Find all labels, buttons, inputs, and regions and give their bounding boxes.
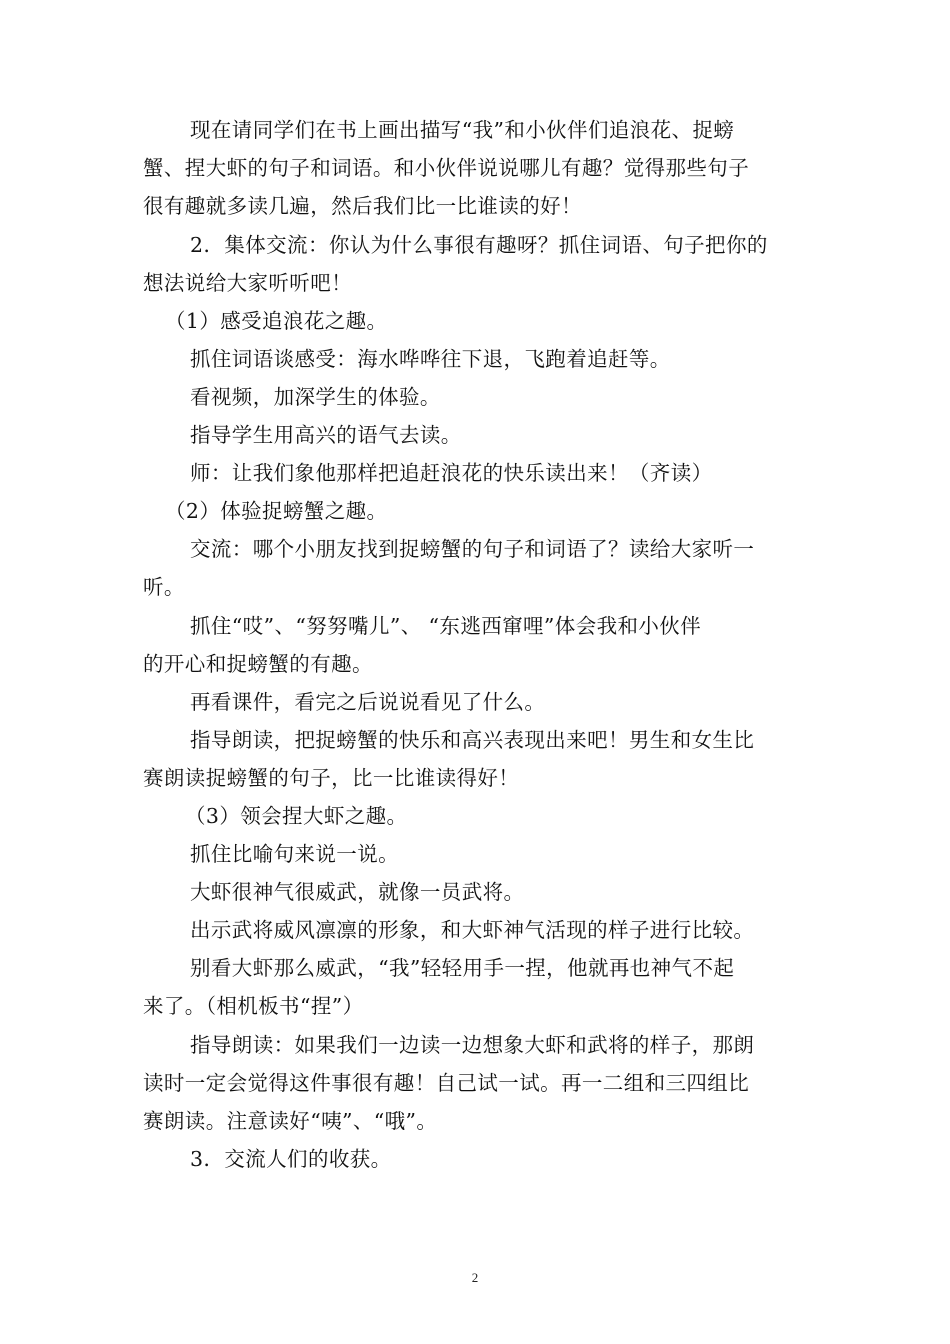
text-line: 3．交流人们的收获。 <box>190 1147 392 1171</box>
text-line: 想法说给大家听听吧！ <box>143 271 352 295</box>
text-line: 来了。（相机板书“捏”） <box>143 994 364 1018</box>
page-number: 2 <box>471 1270 479 1285</box>
text-line: 指导朗读，把捉螃蟹的快乐和高兴表现出来吧！男生和女生比 <box>190 728 755 752</box>
text-line: 2．集体交流：你认为什么事很有趣呀？抓住词语、句子把你的 <box>190 233 768 257</box>
text-line: 读时一定会觉得这件事很有趣！自己试一试。再一二组和三四组比 <box>143 1071 750 1095</box>
text-line: 指导朗读：如果我们一边读一边想象大虾和武将的样子，那朗 <box>190 1033 755 1057</box>
text-line: 再看课件，看完之后说说看见了什么。 <box>190 690 546 714</box>
text-line: 赛朗读。注意读好“咦”、“哦”。 <box>143 1109 438 1133</box>
text-line: 看视频，加深学生的体验。 <box>190 385 441 409</box>
text-line: 很有趣就多读几遍，然后我们比一比谁读的好！ <box>143 194 582 218</box>
text-line: 赛朗读捉螃蟹的句子，比一比谁读得好！ <box>143 766 520 790</box>
text-line: 指导学生用高兴的语气去读。 <box>190 423 462 447</box>
text-line: 师：让我们象他那样把追赶浪花的快乐读出来！（齐读） <box>190 461 713 485</box>
text-line: 大虾很神气很威武，就像一员武将。 <box>190 880 525 904</box>
text-line: 别看大虾那么威武，“我”轻轻用手一捏，他就再也神气不起 <box>190 956 735 980</box>
text-line: 蟹、捏大虾的句子和词语。和小伙伴说说哪儿有趣？觉得那些句子 <box>143 156 750 180</box>
text-line: 出示武将威风凛凛的形象，和大虾神气活现的样子进行比较。 <box>190 918 755 942</box>
section-heading: （1）感受追浪花之趣。 <box>165 309 388 333</box>
text-line: 听。 <box>143 575 185 599</box>
section-heading: （2）体验捉螃蟹之趣。 <box>165 499 388 523</box>
text-line: 抓住词语谈感受：海水哗哗往下退，飞跑着追赶等。 <box>190 347 671 371</box>
text-line: 的开心和捉螃蟹的有趣。 <box>143 652 373 676</box>
text-line: 现在请同学们在书上画出描写“我”和小伙伴们追浪花、捉螃 <box>190 118 735 142</box>
text-line: 交流：哪个小朋友找到捉螃蟹的句子和词语了？读给大家听一 <box>190 537 755 561</box>
text-line: 抓住“哎”、“努努嘴儿”、 “东逃西窜哩”体会我和小伙伴 <box>190 614 702 638</box>
text-line: 抓住比喻句来说一说。 <box>190 842 399 866</box>
section-heading: （3）领会捏大虾之趣。 <box>185 804 408 828</box>
